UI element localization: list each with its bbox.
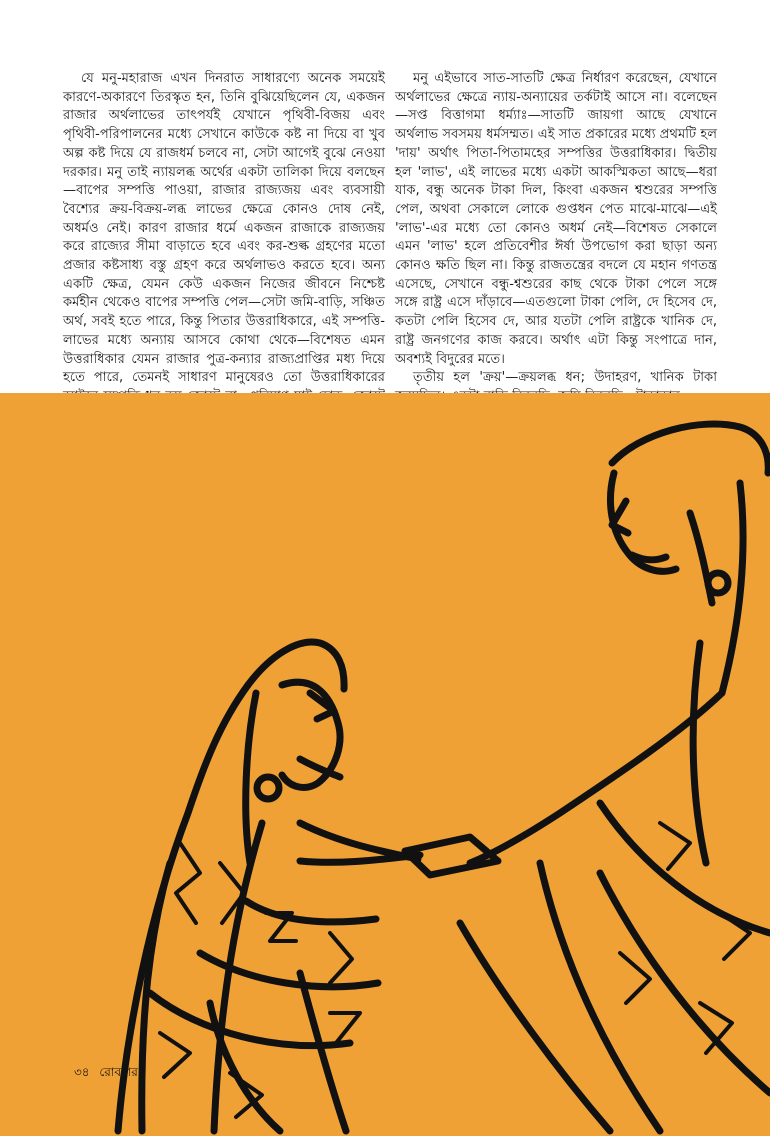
article-column-right [395,70,717,407]
article-paragraph: মনু এইভাবে সাত-সাতটি ক্ষেত্র নির্ধারণ করেছেন, যেখানে অর্থলাভের ক্ষেত্রে ন্যায়-অন্যায়ের তর্কটাই আসে না। বলেছেন—সপ্ত বিত্তাগমা ধর্ম্যাঃ—সাতটি জায়গা আছে যেখানে অর্থলাভ সবসময় ধর্মসম্মত। এই সাত প্রকারের মধ্যে প্রথমটি হল 'দায়' অর্থাৎ পিতা-পিতামহের সম্পত্তির উত্তরাধিকার। দ্বিতীয় হল 'লাভ', এই লাভের মধ্যে একটা আকস্মিকতা আছে—ধরা যাক, বন্ধু অনেক টাকা দিল, কিংবা একজন শ্বশুরের সম্পত্তি পেল, অথবা সেকালে লোকে গুপ্তধন পেত মাঝে-মাঝে—এই 'লাভ'-এর মধ্যে তো কোনও অধর্ম নেই—বিশেষত সেকালে এমন 'লাভ' হলে প্রতিবেশীর ঈর্ষা উপভোগ করা ছাড়া অন্য কোনও ক্ষতি ছিল না। কিন্তু রাজতন্ত্রের বদলে যে মহান গণতন্ত্র এসেছে, সেখানে বন্ধু-শ্বশুরের কাছ থেকে টাকা পেলে সঙ্গে সঙ্গে রাষ্ট্র এসে দাঁড়াবে—এতগুলো টাকা পেলি, দে হিসেব দে, কতটা পেলি হিসেব দে, আর যতটা পেলি রাষ্ট্রকে খানিক দে, রাষ্ট্র জনগণের কাজ করবে। অর্থাৎ এটা কিন্তু সংপাত্রে দান, অবশ্যই বিদুরের মতে। [395,71,717,367]
article-paragraph: তৃতীয় হল 'ক্রয়'—ক্রয়লব্ধ ধন; উদাহরণ, খানিক টাকা [413,370,717,386]
magazine-name: রোববার [99,1065,138,1079]
page-number: ৩৪ [74,1065,90,1079]
article-paragraph: যে মনু-মহারাজ এখন দিনরাত সাধারণ্যে অনেক সময়েই কারণে-অকারণে তিরস্কৃত হন, তিনি বুঝিয়েছিলেন যে, একজন রাজার অর্থলাভের তাৎপর্যই যেখানে পৃথিবী-বিজয় এবং পৃথিবী-পরিপালনের মধ্যে সেখানে কাউকে কষ্ট না দিয়ে বা খুব অল্প কষ্ট দিয়ে যে রাজধর্ম চলবে না, সেটা আগেই বুঝে নেওয়া দরকার। মনু তাই ন্যায়লব্ধ অর্থের একটা তালিকা দিয়ে বলছেন—বাপের সম্পত্তি পাওয়া, রাজার রাজ্যজয় এবং ব্যবসায়ী বৈশ্যের ক্রয়-বিক্রয়-লব্ধ লাভের ক্ষেত্রে কোনও দোষ নেই, অধর্মও নেই। কারণ রাজার ধর্মে একজন রাজাকে রাজ্যজয় করে রাজ্যের সীমা বাড়াতে হবে এবং কর-শুল্ক গ্রহণের মতো প্রজার কষ্টসাধ্য বস্তু গ্রহণ করে অর্থলাভও করতে হবে। অন্য একটি ক্ষেত্র, যেমন কেউ একজন নিজের জীবনে নিশ্চেষ্ট কর্মহীন থেকেও বাপের সম্পত্তি পেল—সেটা জমি-বাড়ি, সঞ্চিত অর্থ, সবই হতে পারে, কিন্তু পিতার উত্তরাধিকারে, এই সম্পত্তি-লাভের মধ্যে অন্যায় আসবে কোথা থেকে—বিশেষত এমন উত্তরাধিকার যেমন রাজার পুত্র-কন্যার রাজ্যপ্রাপ্তির মধ্য দিয়ে হতে পারে, তেমনই সাধারণ মানুষেরও তো উত্তরাধিকারের [63,71,385,386]
page-footer [74,1064,144,1084]
illustration-two-women [0,393,770,1136]
illustration-background [0,393,770,1136]
article-column-left [63,70,385,425]
